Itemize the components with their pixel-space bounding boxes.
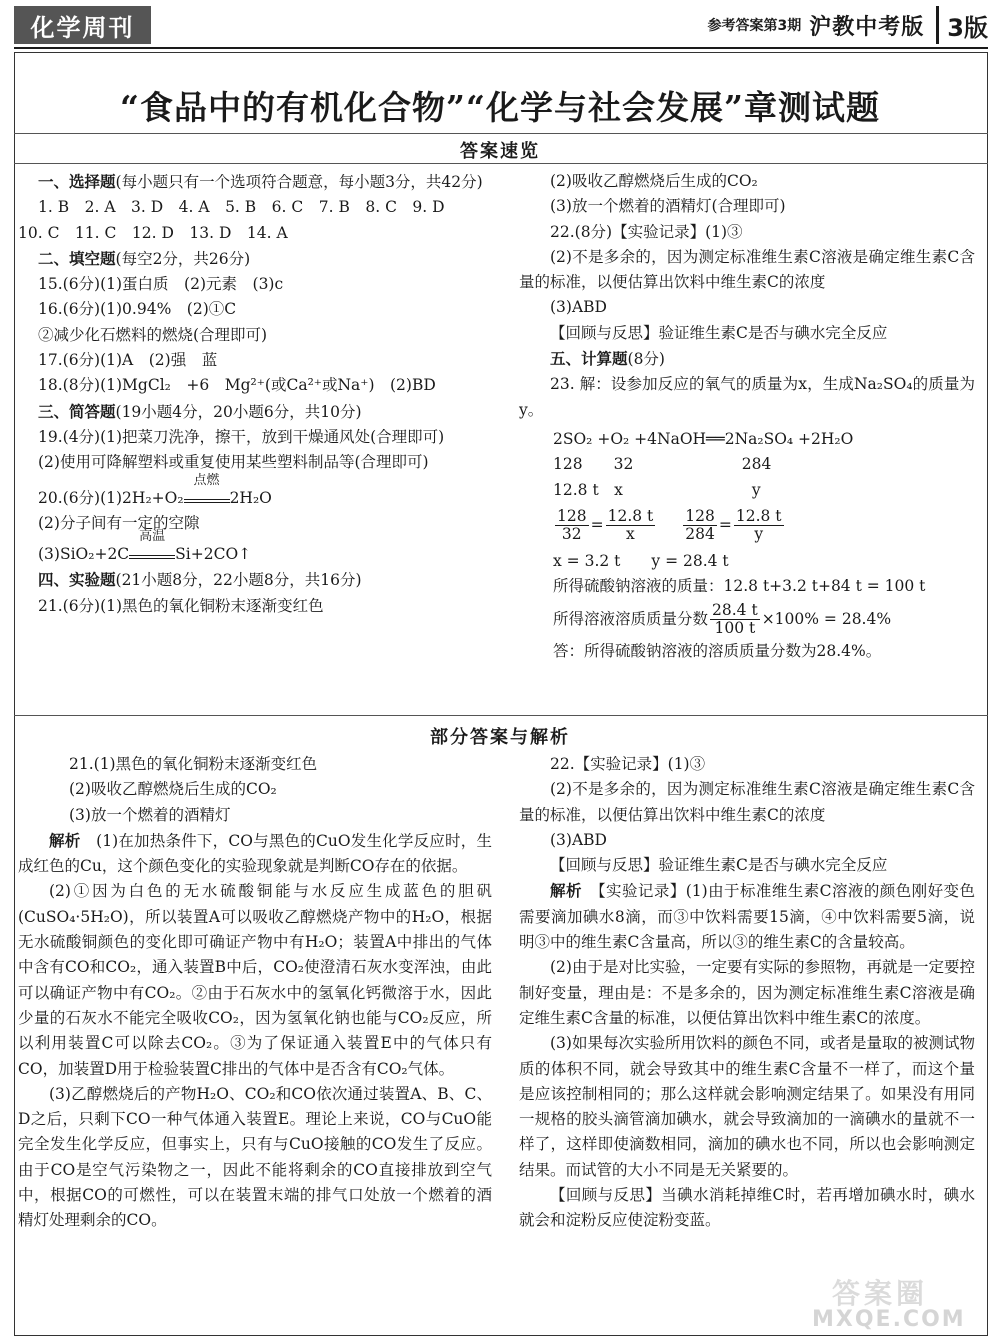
answer-item: 23. 解：设参加反应的氧气的质量为x，生成Na₂SO₄的质量为y。 (519, 375, 975, 419)
double-line (129, 555, 175, 559)
relative-mass-row: 128 32 284 (553, 455, 772, 474)
analysis-paragraph (519, 878, 975, 955)
percent-row (519, 599, 975, 639)
denominator: 100 t (714, 618, 756, 637)
fraction (710, 602, 760, 637)
numerator: 28.4 t (712, 600, 758, 619)
answer-item: (2)分子间有一定的空隙 (38, 513, 200, 532)
header-info (708, 6, 988, 44)
reaction-arrow (129, 529, 175, 559)
double-line (184, 499, 230, 503)
watermark-logo (812, 1272, 982, 1332)
answer-row: 1. B 2. A 3. D 4. A 5. B 6. C 7. B 8. C 9. D (38, 198, 445, 217)
section-note: (21小题8分，22小题8分，共16分) (115, 571, 362, 590)
answer-item: (2)吸收乙醇燃烧后生成的CO₂ (69, 780, 277, 799)
denominator: 284 (685, 525, 715, 544)
section-note: (19小题4分，20小题6分，共10分) (115, 402, 362, 421)
watermark-text-bottom: MXQE.COM (812, 1307, 966, 1332)
analysis-heading: 部分答案与解析 (430, 727, 570, 748)
answer-item: 21.(6分)(1)黑色的氧化铜粉末逐渐变红色 (38, 596, 324, 615)
answer-item: 16.(6分)(1)0.94% (2)①C (38, 300, 237, 319)
chemical-equation: 2SO₂ +O₂ +4NaOH══2Na₂SO₄ +2H₂O (553, 429, 854, 448)
answer-item: 21.(1)黑色的氧化铜粉末逐渐变红色 (69, 755, 318, 773)
result-row: x = 3.2 t y = 28.4 t (553, 551, 729, 570)
analysis-paragraph: (2)①因为白色的无水硫酸铜能与水反应生成蓝色的胆矾(CuSO₄·5H₂O)，所以装置A可以吸收乙醇燃烧产物中的H₂O，根据无水硫酸铜颜色的变化即可确证产物中有H₂O；装置A中排出的气体中含有CO和CO₂，通入装置B中后，CO₂使澄清石灰水变浑浊，由此可以确证产物中有CO₂。②由于石灰水中的氢氧化钙微溶于水，因此少量的石灰水不能完全吸收CO₂，因为氢氧化钠也能与CO₂反应，所以利用装置C可以除去CO₂。③为了保证通入装置E中的气体只有CO，加装置D用于检验装置C排出的气体中是否含有CO₂气体。 (18, 882, 492, 1078)
overview-heading: 答案速览 (460, 141, 540, 162)
equation-left: 20.(6分)(1)2H₂+O₂ (38, 488, 184, 507)
section-note: (每空2分，共26分) (115, 249, 251, 268)
watermark-text-top: 答案圈 (832, 1277, 929, 1310)
fraction (683, 508, 717, 543)
answer-item: (2)吸收乙醇燃烧后生成的CO₂ (550, 172, 758, 190)
answer-item: 22.(8分)【实验记录】(1)③ (550, 222, 743, 241)
analysis-paragraph: (3)如果每次实验所用饮料的颜色不同，或者是量取的被测试物质的体积不同，就会导致其中的维生素C含量不一样了，而这个量是应该控制相同的；那么这样就会影响测定结果了。如果没有用同一规格的胶头滴管滴加碘水，就会导致滴加的一滴碘水的量就不一样了，这样即使滴数相同，滴加的碘水也不同，所以也会影响测定结果。而试管的大小不同是无关紧要的。 (519, 1034, 975, 1179)
page-number: 3版 (947, 13, 988, 42)
answer-item: (2)不是多余的，因为测定标准维生素C溶液是确定维生素C含量的标准，以便估算出饮料中维生素C的浓度 (519, 780, 975, 824)
answer-item: 18.(8分)(1)MgCl₂ +6 Mg²⁺(或Ca²⁺或Na⁺) (2)BD (38, 376, 436, 395)
section-heading: 一、选择题 (38, 172, 116, 191)
brand-logo: 化学周刊 (14, 6, 151, 44)
answer-item: 17.(6分)(1)A (2)强 蓝 (38, 351, 218, 370)
equation-item (38, 472, 492, 511)
divider (14, 163, 988, 164)
fraction (606, 508, 656, 543)
equation-right: 2H₂O (229, 488, 272, 507)
analysis-paragraph: 【回顾与反思】当碘水消耗掉维C时，若再增加碘水时，碘水就会和淀粉反应使淀粉变蓝。 (519, 1186, 975, 1230)
answer-item: (3)ABD (550, 298, 607, 317)
overview-right-column (519, 169, 975, 665)
numerator: 12.8 t (607, 507, 654, 526)
page-header (0, 0, 1000, 48)
analysis-label: 解析 (550, 881, 582, 901)
answer-item: (2)不是多余的，因为测定标准维生素C溶液是确定维生素C含量的标准，以便估算出饮料中维生素C的浓度 (519, 247, 975, 292)
answer-item: 15.(6分)(1)蛋白质 (2)元素 (3)c (38, 275, 284, 294)
answer-item: (2)使用可降解塑料或重复使用某些塑料制品等(合理即可) (38, 453, 429, 472)
condition-label: 高温 (139, 529, 166, 545)
answer-item: ②减少化石燃料的燃烧(合理即可) (38, 325, 268, 344)
section-heading: 五、计算题 (550, 349, 628, 369)
analysis-right-column (519, 752, 975, 1234)
divider (14, 715, 988, 716)
answer-item: (3)ABD (550, 830, 607, 849)
analysis-label: 解析 (49, 830, 81, 850)
answer-item: (3)放一个燃着的酒精灯(合理即可) (550, 197, 786, 216)
actual-mass-row: 12.8 t x y (553, 480, 761, 499)
analysis-paragraph: (2)由于是对比实验，一定要有实际的参照物，再就是一定要控制好变量，理由是：不是多余的，因为测定标准维生素C溶液是确定维生素C含量的标准，以便估算出饮料中维生素C的浓度。 (519, 958, 975, 1027)
equation-right: Si+2CO↑ (175, 545, 252, 564)
answer-item: 【回顾与反思】验证维生素C是否与碘水完全反应 (550, 856, 888, 875)
equation-left: (3)SiO₂+2C (38, 545, 130, 564)
numerator: 12.8 t (735, 507, 782, 526)
mass-row: 所得硫酸钠溶液的质量：12.8 t+3.2 t+84 t = 100 t (553, 577, 926, 596)
percent-result: ×100% = 28.4% (761, 609, 892, 628)
proportion-row: $\frac{128}{32}$ = $\frac{12.8 t}{x}$ $\frac{128}{284}$ = $\frac{12.8 t}{y}$ (557, 507, 782, 544)
issue-label: 参考答案第3期 (707, 18, 802, 34)
answer-item: 19.(4分)(1)把菜刀洗净，擦干，放到干燥通风处(合理即可) (38, 427, 445, 446)
final-answer: 答：所得硫酸钠溶液的溶质质量分数为28.4%。 (553, 642, 882, 661)
fraction (734, 508, 784, 543)
answer-item: (3)放一个燃着的酒精灯 (69, 805, 231, 824)
numerator: 128 (557, 507, 587, 526)
section-heading: 二、填空题 (38, 248, 116, 268)
equation-item (38, 529, 492, 567)
fraction (555, 508, 589, 543)
denominator: x (626, 525, 635, 544)
condition-label: 点燃 (193, 472, 220, 488)
section-heading: 四、实验题 (38, 570, 116, 590)
denominator: 32 (561, 525, 582, 544)
analysis-paragraph: (3)乙醇燃烧后的产物H₂O、CO₂和CO依次通过装置A、B、C、D之后，只剩下CO一种气体通入装置E。理论上来说，CO与CuO能完全发生化学反应，但事实上，只有与CuO接触的CO发生了反应。由于CO是空气污染物之一，因此不能将剩余的CO直接排放到空气中，根据CO的可燃性，可以在装置末端的排气口处放一个燃着的酒精灯处理剩余的CO。 (18, 1084, 492, 1230)
numerator: 128 (685, 507, 715, 526)
divider (14, 133, 988, 134)
answer-row: 10. C 11. C 12. D 13. D 14. A (18, 223, 288, 242)
overview-left-column (18, 169, 492, 619)
denominator: y (754, 525, 764, 544)
analysis-text: 【实验记录】(1)由于标准维生素C溶液的颜色刚好变色需要滴加碘水8滴，而③中饮料需要15滴，④中饮料需要5滴，说明③中的维生素C含量高，所以③的维生素C的含量较高。 (519, 882, 975, 952)
section-heading: 三、简答题 (38, 401, 116, 421)
analysis-left-column (18, 752, 492, 1234)
answer-item: 22.【实验记录】(1)③ (550, 755, 706, 773)
section-note: (每小题只有一个选项符合题意，每小题3分，共42分) (115, 173, 483, 191)
analysis-text: (1)在加热条件下，CO与黑色的CuO发生化学反应时，生成红色的Cu，这个颜色变化的实验现象就是判断CO存在的依据。 (18, 831, 492, 876)
analysis-paragraph (18, 828, 492, 880)
edition-label: 沪教中考版 (809, 6, 939, 44)
answer-item: 【回顾与反思】验证维生素C是否与碘水完全反应 (550, 323, 888, 342)
header-rule (14, 47, 988, 49)
page-title: “食品中的有机化合物”“化学与社会发展”章测试题 (120, 88, 880, 127)
reaction-arrow (184, 472, 230, 503)
section-note: (8分) (627, 350, 665, 369)
percent-label: 所得溶液溶质质量分数 (553, 609, 709, 628)
